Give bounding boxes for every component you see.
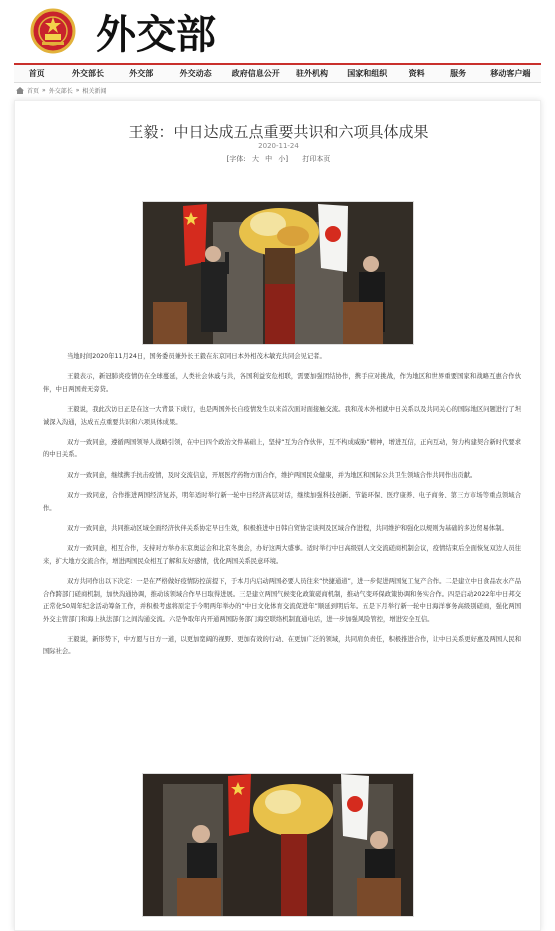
breadcrumb-home[interactable]: 首页 xyxy=(27,88,40,95)
print-link[interactable]: 打印本页 xyxy=(302,155,331,163)
site-header xyxy=(0,0,555,62)
article-tools xyxy=(15,154,542,164)
article-paragraph: 王毅表示，新冠肺炎疫情仍在全球蔓延，人类社会休戚与共，各国利益安危相联，需要加强团结协作，携手应对挑战，作为地区和世界重要国家和战略互惠合作伙伴，中日两国责无旁贷。 xyxy=(43,373,521,393)
ministry-calligraphy-logo[interactable] xyxy=(92,6,252,56)
font-large-link[interactable]: 大 xyxy=(251,155,259,163)
nav-item[interactable]: 驻外机构 xyxy=(296,69,329,78)
breadcrumb-separator: » xyxy=(75,87,80,94)
article-paragraph: 双方一致同意，继续携手抗击疫情，及时交流信息，开展医疗药物方面合作，维护两国民众健康，并为地区和国际公共卫生领域合作共同作出贡献。 xyxy=(67,471,477,479)
nav-item[interactable]: 移动客户端 xyxy=(490,69,531,78)
article-paragraph: 王毅说，我此次访日正是在这一大背景下成行，也是两国外长自疫情发生以来首次面对面接触交流。我和茂木外相就中日关系以及共同关心的国际地区问题进行了坦诚深入沟通，达成五点重要共识和六项具体成果。 xyxy=(43,406,521,426)
breadcrumb-related-news[interactable]: 相关新闻 xyxy=(82,88,107,95)
article-date: 2020-11-24 xyxy=(258,142,299,150)
nav-item[interactable]: 服务 xyxy=(450,69,467,78)
nav-item[interactable]: 资料 xyxy=(408,69,425,78)
nav-item[interactable]: 外交动态 xyxy=(179,69,212,78)
nav-item[interactable]: 外交部长 xyxy=(72,69,104,78)
article-panel xyxy=(14,100,541,931)
article-paragraph: 双方一致同意，共同推动区域全面经济伙伴关系协定早日生效，积极推进中日韩自贸协定谈判及区域合作进程，共同维护和强化以规则为基础的多边贸易体制。 xyxy=(67,525,508,533)
breadcrumb xyxy=(16,86,106,95)
font-size-label: [字体: xyxy=(226,155,246,163)
svg-text:外交部: 外交部 xyxy=(96,11,216,56)
font-medium-link[interactable]: 中 xyxy=(265,155,273,163)
home-icon xyxy=(16,87,24,94)
nav-item[interactable]: 政府信息公开 xyxy=(231,69,280,78)
article-paragraph: 王毅说，新形势下，中方愿与日方一道，以更加宽阔的视野、更加有效的行动、在更加广泛的领域，共同肩负责任，积极推进合作，让中日关系更好惠及两国人民和国际社会。 xyxy=(43,635,521,656)
article-paragraph: 双方共同作出以下决定：一是在严格做好疫情防控前提下，于本月内启动两国必要人员往来“快捷通道”，进一步促进两国复工复产合作。二是建立中日食品农水产品合作跨部门磋商机制，加快沟通协调，推动该领域合作早日取得进展。三是建立两国气候变化政策磋商机制，推动气变环保政策协调和务实合作。四是启动2022年中日邦交正常化50周年纪念活动筹备工作，并积极考虑将原定于今明两年举办的“中日文化体育交流促进年”顺延到明后年。五是下月举行新一轮中日海洋事务高级别磋商，强化两国外交主管部门和海上执法部门之间沟通交流。六是争取年内开通两国防务部门海空联络机制直通电话，进一步加强风险管控，增进安全互信。 xyxy=(43,578,521,623)
article-body xyxy=(43,351,521,667)
nav-item[interactable]: 首页 xyxy=(28,69,45,78)
font-small-link[interactable]: 小] xyxy=(278,155,289,163)
article-paragraph: 双方一致同意，合作推进两国经济复苏，明年适时举行新一轮中日经济高层对话，继续加强科技创新、节能环保、医疗康养、电子商务、第三方市场等重点领域合作。 xyxy=(43,492,521,512)
main-nav xyxy=(14,63,541,83)
press-photo-1 xyxy=(142,201,414,345)
press-photo-2 xyxy=(142,773,414,917)
article-paragraph: 双方一致同意，相互合作，支持对方举办东京奥运会和北京冬奥会，办好这两大盛事。适时举行中日高级别人文交流磋商机制会议，疫情结束后全面恢复双边人员往来，扩大地方交流合作，增进两国民众相互了解和友好感情，优化两国关系民意环境。 xyxy=(43,545,521,565)
nav-item[interactable]: 外交部 xyxy=(129,69,154,78)
article-title: 王毅：中日达成五点重要共识和六项具体成果 xyxy=(128,123,429,141)
article-paragraph: 双方一致同意，遵循两国领导人战略引领，在中日四个政治文件基础上，坚持“互为合作伙伴，互不构成威胁”精神，增进互信，正向互动，努力构建契合新时代要求的中日关系。 xyxy=(43,439,521,459)
breadcrumb-minister[interactable]: 外交部长 xyxy=(48,88,73,95)
article-paragraph: 当地时间2020年11月24日，国务委员兼外长王毅在东京同日本外相茂木敏充共同会见记者。 xyxy=(67,353,326,360)
breadcrumb-separator: » xyxy=(42,87,46,94)
national-emblem-icon[interactable] xyxy=(30,8,76,54)
nav-item[interactable]: 国家和组织 xyxy=(347,69,388,78)
